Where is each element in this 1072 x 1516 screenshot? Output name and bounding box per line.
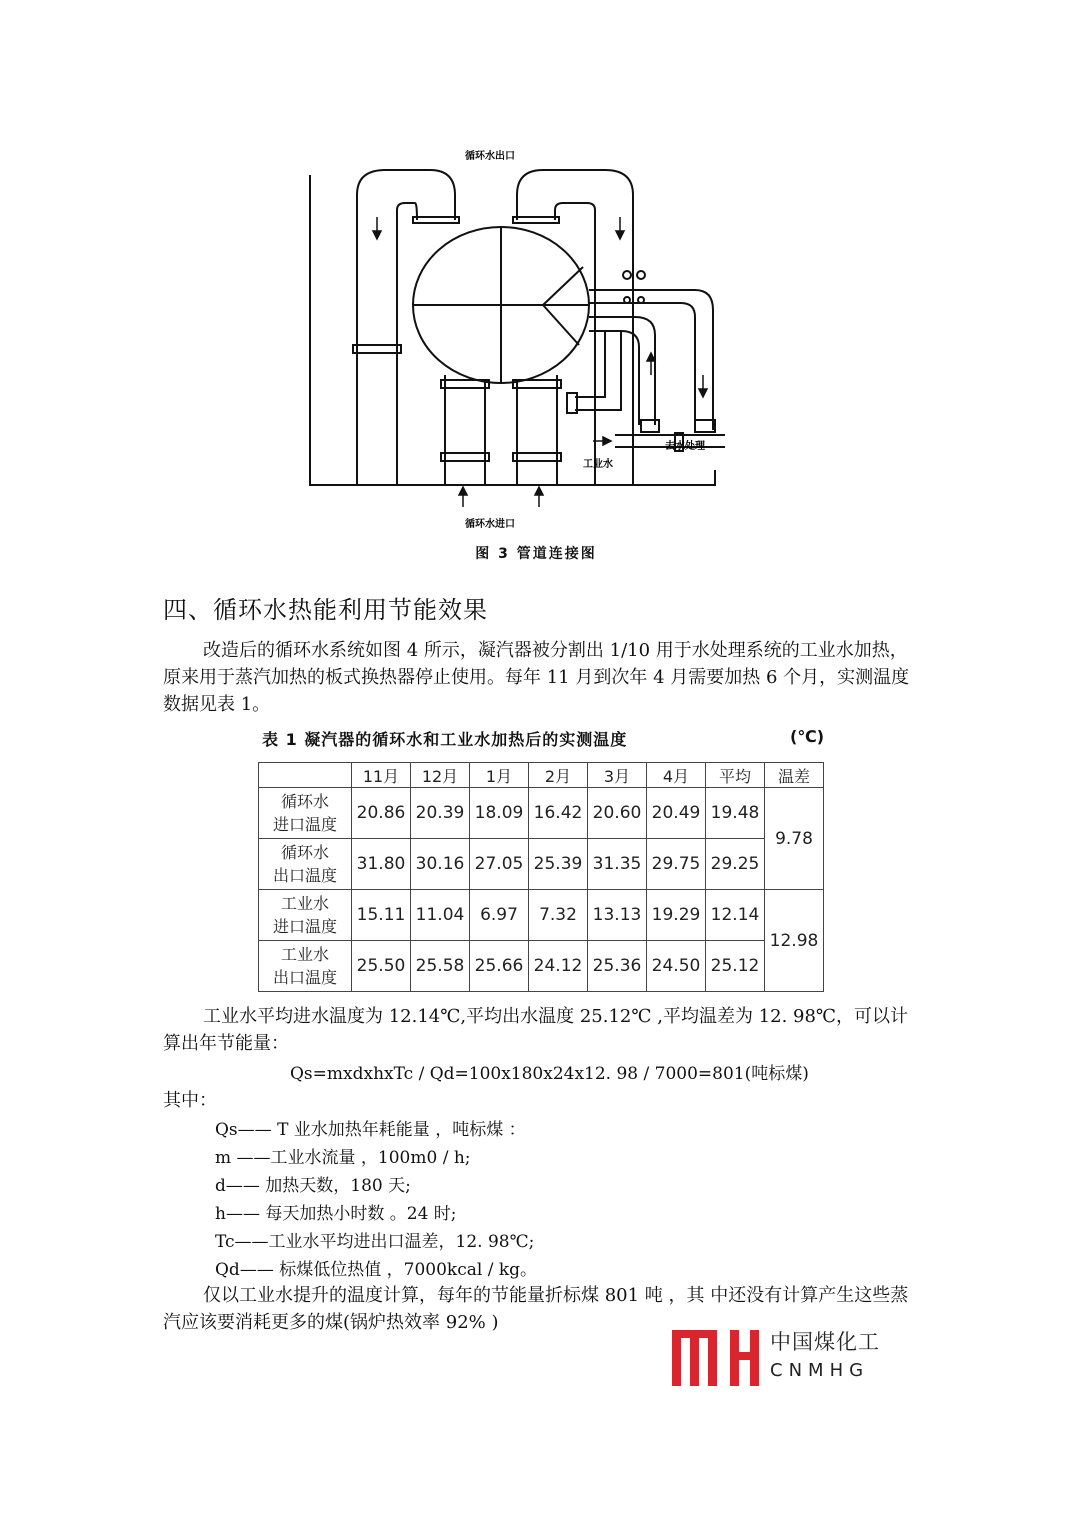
table-cell: 19.29 [647, 890, 706, 941]
table-cell: 25.39 [529, 839, 588, 890]
table-header-cell: 温差 [765, 763, 824, 788]
table-cell: 25.50 [352, 941, 411, 992]
paragraph-intro: 改造后的循环水系统如图 4 所示，凝汽器被分割出 1/10 用于水处理系统的工业水加热，原来用于蒸汽加热的板式换热器停止使用。每年 11 月到次年 4 月需要加热 6 个月，实测温度数据见表 1。 [163, 640, 910, 715]
table-cell: 29.75 [647, 839, 706, 890]
table-header-cell: 3月 [588, 763, 647, 788]
table-row [259, 839, 824, 890]
table-cell: 27.05 [470, 839, 529, 890]
label-circulating-outlet: 循环水出口 [465, 151, 515, 162]
row-label [259, 839, 352, 890]
row-label-line1: 循环水 [280, 792, 329, 811]
table-row [259, 941, 824, 992]
table-cell: 30.16 [411, 839, 470, 890]
row-label-line2: 出口温度 [272, 866, 337, 885]
diagram-svg [305, 135, 725, 575]
logo-mark-icon [668, 1326, 768, 1386]
table-cell: 20.60 [588, 788, 647, 839]
definition-m: m ——工业水流量 ，100m0 / h; [215, 1148, 471, 1168]
table-cell: 13.13 [588, 890, 647, 941]
table-cell: 24.50 [647, 941, 706, 992]
table-header-cell: 11月 [352, 763, 411, 788]
table-cell: 29.25 [706, 839, 765, 890]
table-cell: 20.86 [352, 788, 411, 839]
pipe-connection-diagram [305, 135, 725, 575]
temperature-table [258, 762, 824, 992]
table-header-cell: 2月 [529, 763, 588, 788]
table-cell: 7.32 [529, 890, 588, 941]
energy-formula: Qs=mxdxhxTc / Qd=100x180x24x12. 98 / 7000=801(吨标煤) [290, 1064, 809, 1084]
table-header-cell: 1月 [470, 763, 529, 788]
table-title: 表 1 凝汽器的循环水和工业水加热后的实测温度 [262, 730, 628, 749]
definition-h: h—— 每天加热小时数 。24 时; [215, 1204, 457, 1224]
table-header-cell: 平均 [706, 763, 765, 788]
figure-caption: 图 3 管道连接图 [475, 546, 597, 562]
table-cell: 18.09 [470, 788, 529, 839]
logo-english-text: CNMHG [770, 1360, 870, 1381]
paragraph-average: 工业水平均进水温度为 12.14℃,平均出水温度 25.12℃ ,平均温差为 12. 98℃，可以计算出年节能量： [163, 1006, 909, 1054]
table-row [259, 788, 824, 839]
table-cell: 25.58 [411, 941, 470, 992]
table-cell: 24.12 [529, 941, 588, 992]
table-cell: 25.12 [706, 941, 765, 992]
label-industrial-water: 工业水 [583, 459, 613, 470]
table-cell: 31.80 [352, 839, 411, 890]
table-cell: 20.39 [411, 788, 470, 839]
table-unit: (℃) [790, 727, 824, 746]
table-header-cell: 4月 [647, 763, 706, 788]
row-label-line1: 循环水 [280, 843, 329, 862]
table-cell: 6.97 [470, 890, 529, 941]
label-circulating-inlet: 循环水进口 [465, 519, 515, 530]
table-cell: 31.35 [588, 839, 647, 890]
table-corner-cell [259, 763, 352, 788]
table-cell: 11.04 [411, 890, 470, 941]
table-cell: 16.42 [529, 788, 588, 839]
row-label-line2: 出口温度 [272, 968, 337, 987]
table-cell: 12.14 [706, 890, 765, 941]
definition-qd: Qd—— 标煤低位热值 ，7000kcal / kg。 [215, 1260, 538, 1280]
row-label-line2: 进口温度 [272, 917, 337, 936]
row-label [259, 890, 352, 941]
row-label-line1: 工业水 [280, 945, 329, 964]
table-header-row [259, 763, 824, 788]
row-label-line1: 工业水 [280, 894, 329, 913]
table-cell: 25.66 [470, 941, 529, 992]
table-header-cell: 12月 [411, 763, 470, 788]
definition-d: d—— 加热天数，180 天; [215, 1176, 411, 1196]
table-cell: 19.48 [706, 788, 765, 839]
definition-tc: Tc——工业水平均进出口温差，12. 98℃; [215, 1232, 535, 1252]
section-heading: 四、循环水热能利用节能效果 [163, 596, 488, 624]
table-cell: 20.49 [647, 788, 706, 839]
diff-cell-circulating: 9.78 [765, 788, 824, 890]
table-cell: 25.36 [588, 941, 647, 992]
table-cell: 15.11 [352, 890, 411, 941]
row-label [259, 941, 352, 992]
definition-qs: Qs—— T 业水加热年耗能量 ，吨标煤 ： [215, 1120, 526, 1140]
label-to-treatment: 去水处理 [665, 441, 705, 452]
row-label-line2: 进口温度 [272, 815, 337, 834]
row-label [259, 788, 352, 839]
table-row [259, 890, 824, 941]
paragraph-conclusion: 仅以工业水提升的温度计算，每年的节能量折标煤 801 吨 ，其 中还没有计算产生这些蒸汽应该要消耗更多的煤(锅炉热效率 92% ) [163, 1285, 909, 1333]
diff-cell-industrial: 12.98 [765, 890, 824, 992]
logo-chinese-text: 中国煤化工 [770, 1330, 880, 1354]
where-label: 其中： [163, 1090, 217, 1111]
